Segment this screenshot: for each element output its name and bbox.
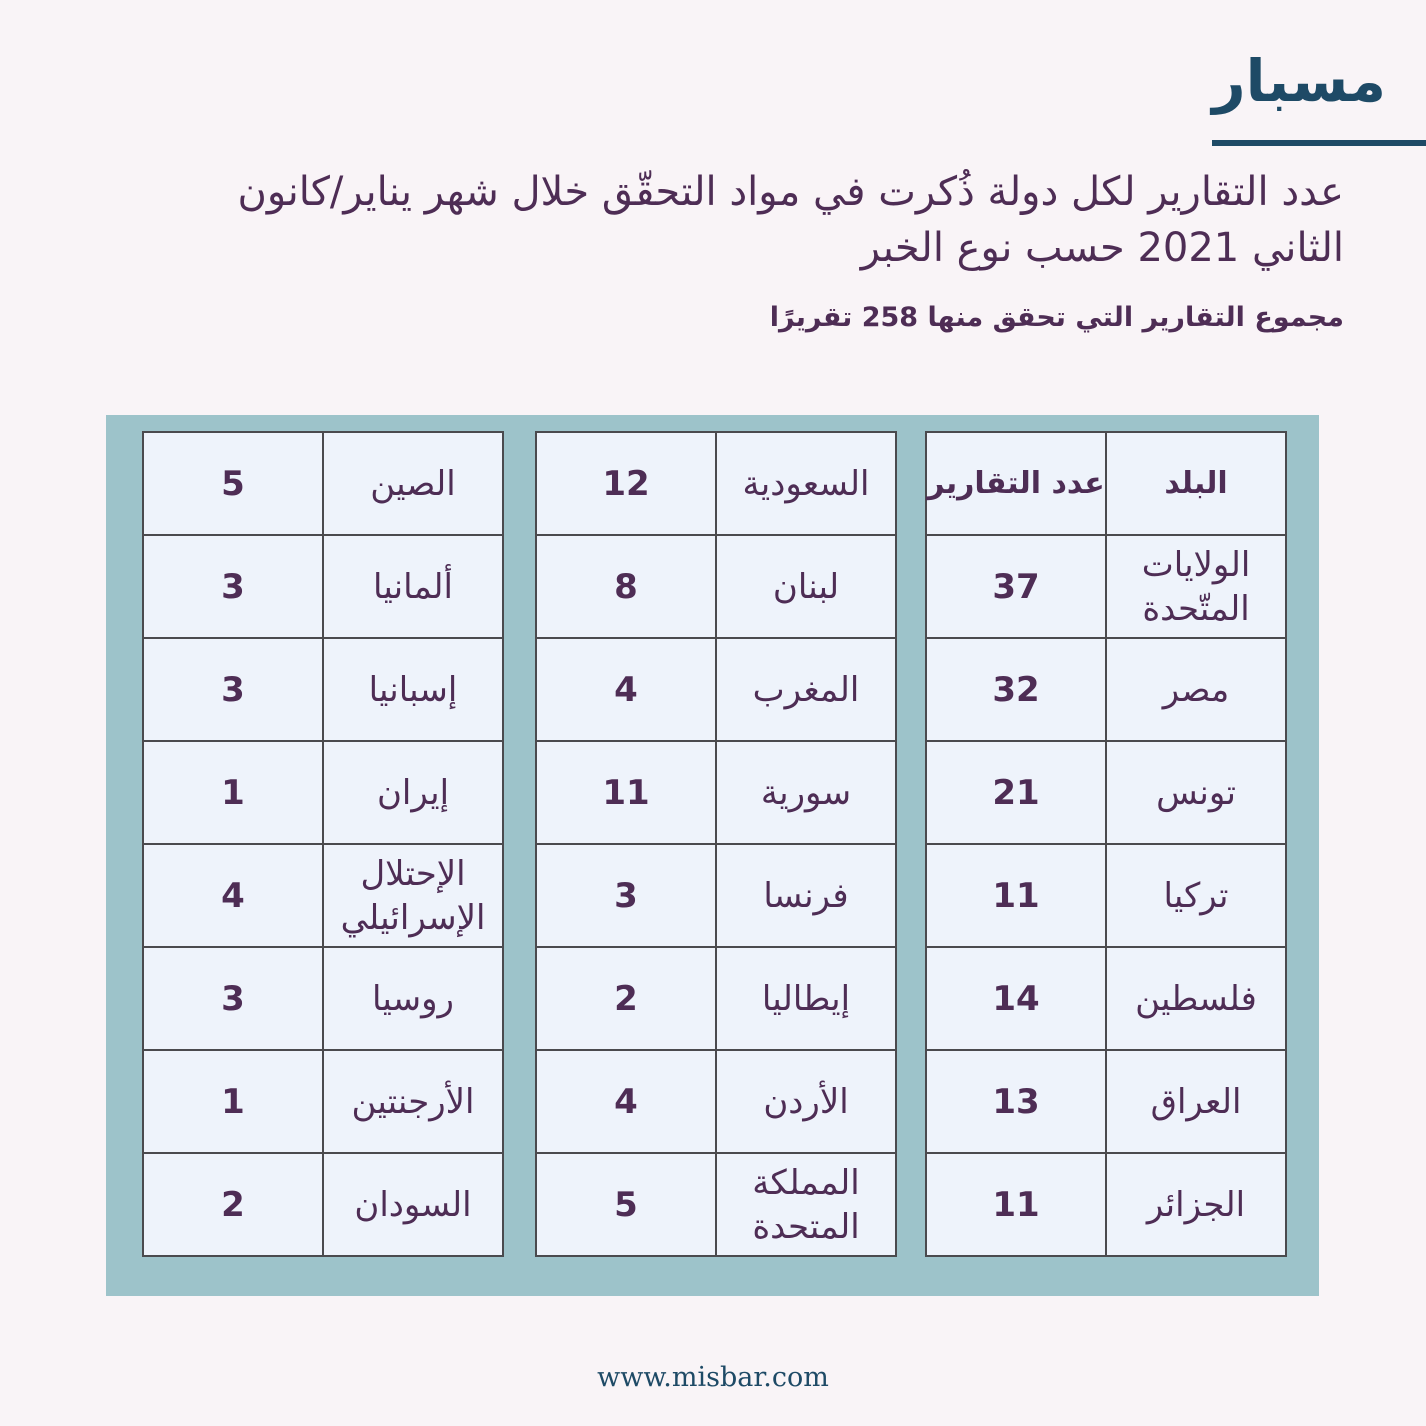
country-cell: الأرجنتين bbox=[323, 1050, 503, 1153]
country-cell: مصر bbox=[1106, 638, 1286, 741]
table-row bbox=[536, 432, 896, 535]
table-row bbox=[926, 1050, 1286, 1153]
country-cell: إسبانيا bbox=[323, 638, 503, 741]
country-cell: فرنسا bbox=[716, 844, 896, 947]
table-row bbox=[536, 1153, 896, 1256]
country-cell: روسيا bbox=[323, 947, 503, 1050]
report-count-cell: 32 bbox=[926, 638, 1106, 741]
report-count-cell: 1 bbox=[143, 741, 323, 844]
report-count-cell: 11 bbox=[536, 741, 716, 844]
table-row bbox=[536, 535, 896, 638]
header-reports: عدد التقارير bbox=[926, 432, 1106, 535]
report-count-cell: 12 bbox=[536, 432, 716, 535]
table-left bbox=[142, 431, 504, 1257]
report-count-cell: 37 bbox=[926, 535, 1106, 638]
report-count-cell: 4 bbox=[536, 638, 716, 741]
country-cell: فلسطين bbox=[1106, 947, 1286, 1050]
tables-panel bbox=[106, 415, 1319, 1296]
table-row bbox=[143, 535, 503, 638]
report-count-cell: 5 bbox=[143, 432, 323, 535]
country-cell: تركيا bbox=[1106, 844, 1286, 947]
report-count-cell: 2 bbox=[536, 947, 716, 1050]
table-row bbox=[926, 1153, 1286, 1256]
report-count-cell: 3 bbox=[143, 638, 323, 741]
country-cell: إيران bbox=[323, 741, 503, 844]
table-row bbox=[536, 741, 896, 844]
table-row bbox=[536, 1050, 896, 1153]
table-middle bbox=[535, 431, 897, 1257]
country-cell: الإحتلال الإسرائيلي bbox=[323, 844, 503, 947]
country-cell: سورية bbox=[716, 741, 896, 844]
table-row bbox=[143, 947, 503, 1050]
country-cell: لبنان bbox=[716, 535, 896, 638]
table-row bbox=[143, 432, 503, 535]
report-count-cell: 5 bbox=[536, 1153, 716, 1256]
table-row bbox=[926, 741, 1286, 844]
country-cell: الصين bbox=[323, 432, 503, 535]
country-cell: ألمانيا bbox=[323, 535, 503, 638]
country-cell: السودان bbox=[323, 1153, 503, 1256]
country-cell: المغرب bbox=[716, 638, 896, 741]
report-count-cell: 13 bbox=[926, 1050, 1106, 1153]
table-row bbox=[926, 535, 1286, 638]
country-cell: المملكة المتحدة bbox=[716, 1153, 896, 1256]
country-cell: الولايات المتّحدة bbox=[1106, 535, 1286, 638]
table-row bbox=[143, 1153, 503, 1256]
table-row bbox=[926, 844, 1286, 947]
country-cell: الأردن bbox=[716, 1050, 896, 1153]
report-count-cell: 14 bbox=[926, 947, 1106, 1050]
report-count-cell: 4 bbox=[143, 844, 323, 947]
report-count-cell: 3 bbox=[536, 844, 716, 947]
total-reports-subtitle: مجموع التقارير التي تحقق منها 258 تقريرًا bbox=[769, 302, 1344, 333]
report-count-cell: 11 bbox=[926, 1153, 1106, 1256]
table-row bbox=[536, 947, 896, 1050]
country-cell: تونس bbox=[1106, 741, 1286, 844]
report-count-cell: 8 bbox=[536, 535, 716, 638]
table-row bbox=[536, 844, 896, 947]
report-count-cell: 11 bbox=[926, 844, 1106, 947]
table-row bbox=[536, 638, 896, 741]
misbar-logo: مسبار bbox=[1212, 47, 1386, 115]
table-row bbox=[926, 947, 1286, 1050]
logo-underline bbox=[1212, 140, 1426, 146]
table-right bbox=[925, 431, 1287, 1257]
website-url: www.misbar.com bbox=[597, 1362, 829, 1393]
report-count-cell: 1 bbox=[143, 1050, 323, 1153]
table-row bbox=[143, 741, 503, 844]
table-row bbox=[143, 844, 503, 947]
country-cell: السعودية bbox=[716, 432, 896, 535]
table-row bbox=[926, 638, 1286, 741]
country-cell: العراق bbox=[1106, 1050, 1286, 1153]
header-country: البلد bbox=[1106, 432, 1286, 535]
report-count-cell: 2 bbox=[143, 1153, 323, 1256]
report-count-cell: 3 bbox=[143, 947, 323, 1050]
report-count-cell: 4 bbox=[536, 1050, 716, 1153]
table-row bbox=[143, 638, 503, 741]
table-header-row bbox=[926, 432, 1286, 535]
page-title: عدد التقارير لكل دولة ذُكرت في مواد التحقّق خلال شهر يناير/كانون الثاني 2021 حسب نوع الخبر bbox=[237, 169, 1344, 271]
country-cell: إيطاليا bbox=[716, 947, 896, 1050]
country-cell: الجزائر bbox=[1106, 1153, 1286, 1256]
table-row bbox=[143, 1050, 503, 1153]
report-count-cell: 21 bbox=[926, 741, 1106, 844]
report-count-cell: 3 bbox=[143, 535, 323, 638]
